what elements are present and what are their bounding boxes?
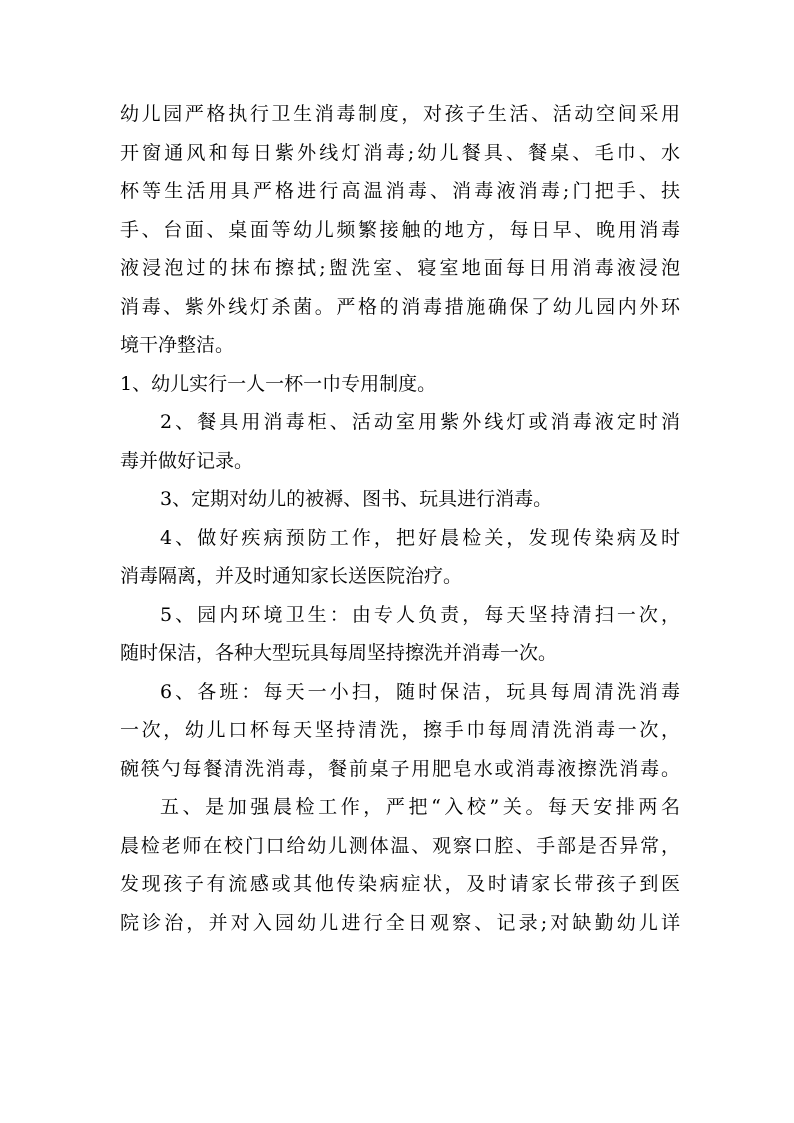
text-line: 杯等生活用具严格进行高温消毒、消毒液消毒;门把手、扶 [120,180,680,202]
text-line: 3、定期对幼儿的被褥、图书、玩具进行消毒。 [160,488,553,510]
text-line: 毒并做好记录。 [120,449,254,472]
text-line: 消毒隔离，并及时通知家长送医院治疗。 [120,565,463,587]
text-line: 6、各班：每天一小扫，随时保洁，玩具每周清洗消毒 [160,680,680,703]
text-line: 碗筷勺每餐清洗消毒，餐前桌子用肥皂水或消毒液擦洗消毒。 [120,757,680,780]
text-line: 晨检老师在校门口给幼儿测体温、观察口腔、手部是否异常， [120,834,680,857]
text-line: 开窗通风和每日紫外线灯消毒;幼儿餐具、餐桌、毛巾、水 [120,141,680,164]
text-line: 幼儿园严格执行卫生消毒制度，对孩子生活、活动空间采用 [120,103,680,125]
text-line: 随时保洁，各种大型玩具每周坚持擦洗并消毒一次。 [120,642,558,664]
text-line: 1、幼儿实行一人一杯一巾专用制度。 [120,372,437,395]
text-line: 5、园内环境卫生：由专人负责，每天坚持清扫一次， [160,603,680,626]
text-line: 液浸泡过的抹布擦拭;盥洗室、寝室地面每日用消毒液浸泡 [120,257,680,279]
text-line: 境干净整洁。 [120,334,235,356]
text-line: 消毒、紫外线灯杀菌。严格的消毒措施确保了幼儿园内外环 [120,295,680,318]
text-line: 一次，幼儿口杯每天坚持清洗，擦手巾每周清洗消毒一次， [120,719,680,741]
text-line: 4、做好疾病预防工作，把好晨检关，发现传染病及时 [160,526,680,549]
document-body [120,95,680,942]
text-line: 手、台面、桌面等幼儿频繁接触的地方，每日早、晚用消毒 [120,218,680,241]
text-line: 五、是加强晨检工作，严把“入校”关。每天安排两名 [160,796,680,818]
text-line: 发现孩子有流感或其他传染病症状，及时请家长带孩子到医 [120,873,680,895]
text-line: 2、餐具用消毒柜、活动室用紫外线灯或消毒液定时消 [160,411,680,433]
text-line: 院诊治，并对入园幼儿进行全日观察、记录;对缺勤幼儿详 [120,911,680,934]
